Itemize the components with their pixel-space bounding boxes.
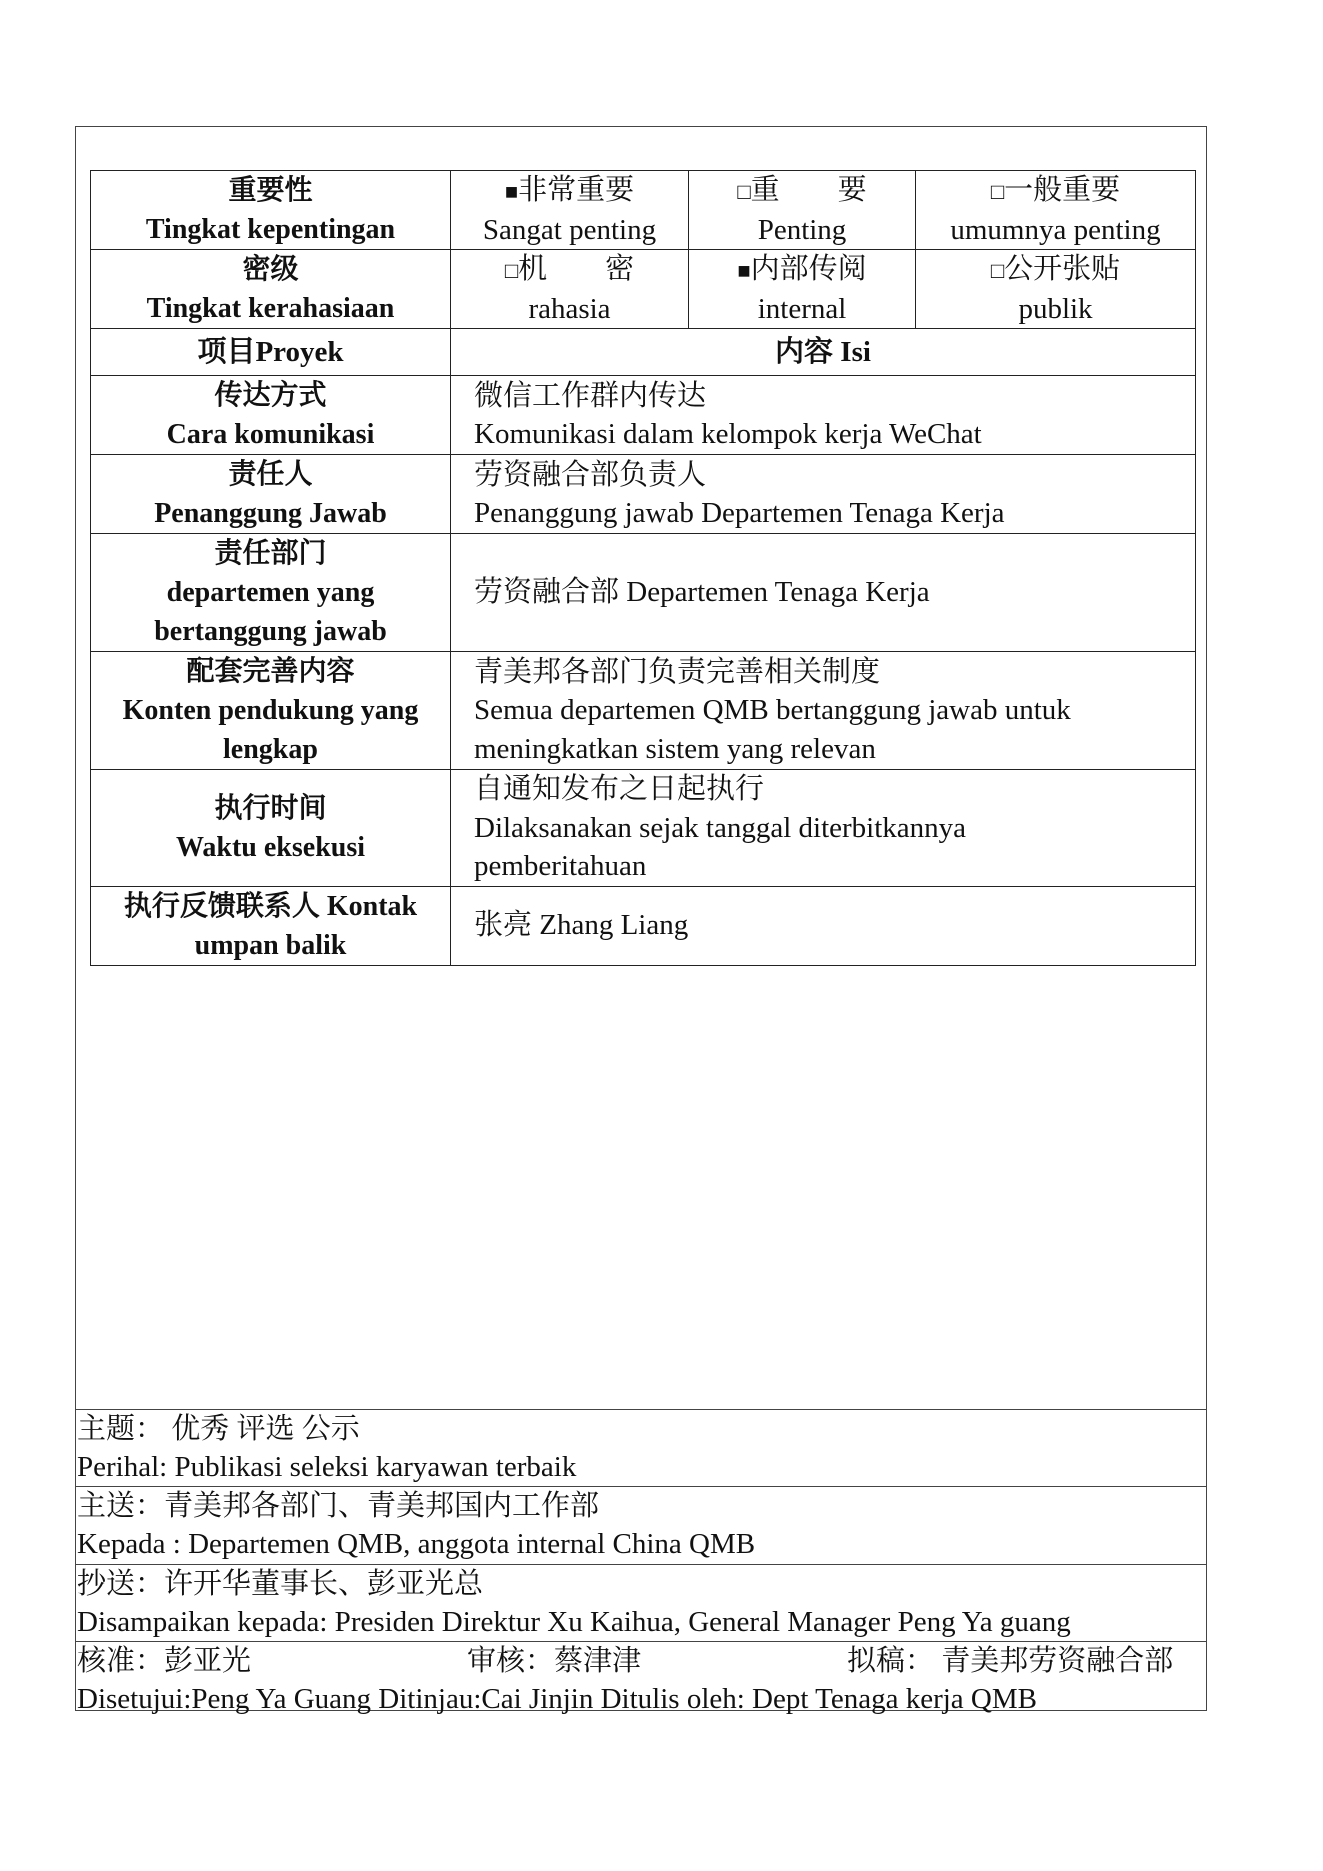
responsible-person-label: 责任人 Penanggung Jawab [91,455,451,534]
confidentiality-option-internal[interactable]: ■内部传阅 internal [689,250,916,329]
approval-section [76,1641,1206,1718]
recipients-id: Kepada : Departemen QMB, anggota internal China QMB [77,1528,756,1560]
filled-checkbox-icon: ■ [737,258,751,283]
content-header: 内容 Isi [451,329,1196,376]
recipients-section [76,1486,1206,1563]
responsible-department-label: 责任部门 departemen yang bertanggung jawab [91,534,451,652]
table-row [91,455,1196,534]
recipients-zh: 主送：青美邦各部门、青美邦国内工作部 [77,1490,600,1522]
empty-checkbox-icon: □ [990,179,1005,204]
approved-by: 核准：彭亚光 [77,1645,252,1677]
approval-id: Disetujui:Peng Ya Guang Ditinjau:Cai Jinjin Ditulis oleh: Dept Tenaga kerja QMB [77,1683,1037,1715]
importance-row [91,171,1196,250]
table-row [91,376,1196,455]
supporting-content-label: 配套完善内容 Konten pendukung yang lengkap [91,652,451,770]
filled-checkbox-icon: ■ [504,179,519,204]
subject-id: Perihal: Publikasi seleksi karyawan terbaik [77,1451,577,1483]
confidentiality-option-public[interactable]: □公开张贴 publik [916,250,1196,329]
cc-section [76,1564,1206,1641]
drafted-by: 拟稿： 青美邦劳资融合部 [847,1645,1174,1677]
subject-zh: 主题： 优秀 评选 公示 [77,1413,360,1445]
feedback-contact-label: 执行反馈联系人 Kontak umpan balik [91,886,451,965]
importance-label: 重要性 Tingkat kepentingan [91,171,451,250]
communication-method-value: 微信工作群内传达 Komunikasi dalam kelompok kerja WeChat [451,376,1196,455]
importance-option-very-important[interactable]: ■非常重要 Sangat penting [451,171,689,250]
importance-option-important[interactable]: □重 要 Penting [689,171,916,250]
approval-zh-row [77,1642,1206,1680]
responsible-department-value: 劳资融合部 Departemen Tenaga Kerja [451,534,1196,652]
project-header: 项目Proyek [91,329,451,376]
responsible-person-value: 劳资融合部负责人 Penanggung jawab Departemen Tenaga Kerja [451,455,1196,534]
empty-checkbox-icon: □ [737,179,751,204]
execution-time-label: 执行时间 Waktu eksekusi [91,770,451,887]
table-row [91,534,1196,652]
empty-checkbox-icon: □ [990,258,1005,283]
reviewed-by: 审核：蔡津津 [467,1645,642,1677]
document-frame [75,126,1207,1715]
importance-option-general[interactable]: □一般重要 umumnya penting [916,171,1196,250]
cc-id: Disampaikan kepada: Presiden Direktur Xu Kaihua, General Manager Peng Ya guang [77,1606,1071,1638]
confidentiality-label: 密级 Tingkat kerahasiaan [91,250,451,329]
subject-section [76,1409,1206,1486]
notice-table [90,170,1196,966]
table-row [91,652,1196,770]
table-row [91,886,1196,965]
execution-time-value: 自通知发布之日起执行 Dilaksanakan sejak tanggal diterbitkannya pemberitahuan [451,770,1196,887]
feedback-contact-value: 张亮 Zhang Liang [451,886,1196,965]
confidentiality-option-secret[interactable]: □机 密 rahasia [451,250,689,329]
cc-zh: 抄送：许开华董事长、彭亚光总 [77,1568,484,1600]
communication-method-label: 传达方式 Cara komunikasi [91,376,451,455]
table-row [91,770,1196,887]
confidentiality-row [91,250,1196,329]
empty-checkbox-icon: □ [504,258,519,283]
supporting-content-value: 青美邦各部门负责完善相关制度 Semua departemen QMB bertanggung jawab untuk meningkatkan sistem yang relevan [451,652,1196,770]
table-header-row [91,329,1196,376]
